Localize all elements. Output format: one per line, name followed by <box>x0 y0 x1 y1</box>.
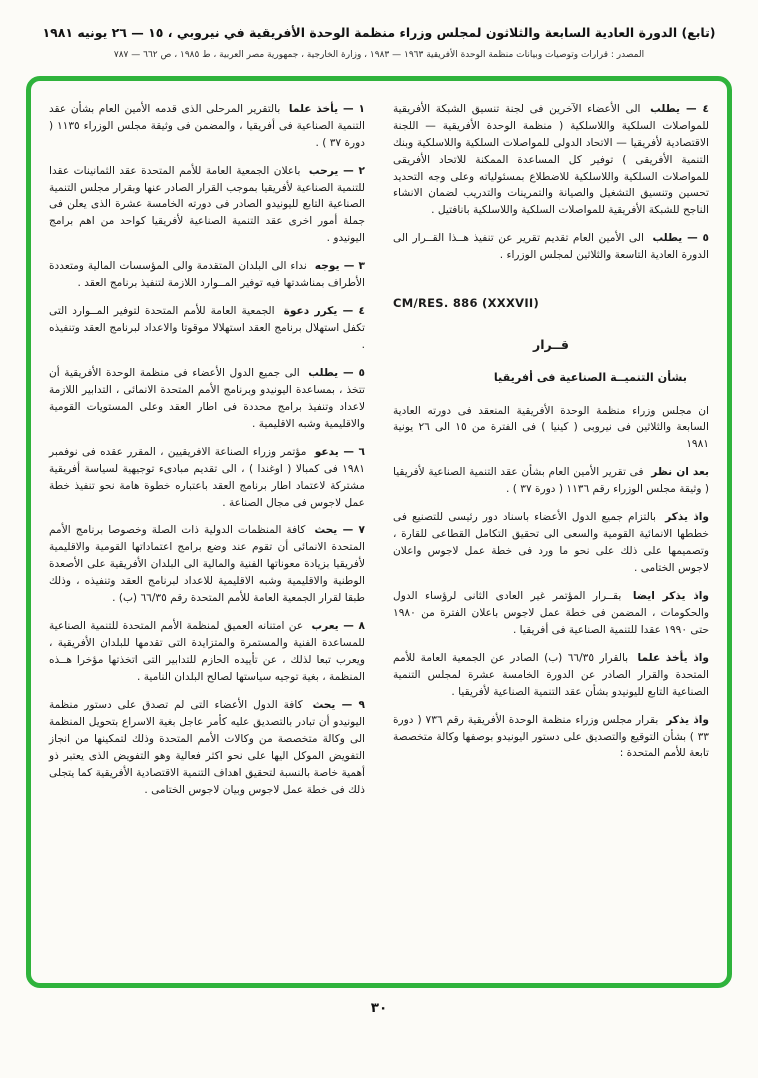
clause-text: عن امتنانه العميق لمنظمة الأمم المتحدة للتنمية الصناعية للمساعدة الفنية والمستمرة والمتزايدة التى تقدمها للبلدان الأفريقية ، ويعرب تبعا لذلك ، عن تأييده الحازم للتدابير التى اتخذتها مؤخرا هــذه المنظمة ، بغية توجيه سياستها لصالح البلدان النامية . <box>49 620 365 683</box>
clause-lead: ١ — يأخذ علما <box>288 102 365 115</box>
preamble-paragraph <box>393 464 709 498</box>
clause-lead: ٤ — يكرر دعوة <box>283 305 366 318</box>
preamble-lead: واذ يذكر <box>666 713 709 726</box>
left-column <box>49 101 365 810</box>
clause-lead: ٦ — يدعو <box>314 445 366 458</box>
right-column <box>393 101 709 774</box>
preamble-paragraph <box>393 650 709 701</box>
preamble-paragraph <box>393 712 709 763</box>
numbered-clause-9 <box>49 697 365 799</box>
numbered-clause-5 <box>49 365 365 433</box>
clause-text: الجمعية العامة للأمم المتحدة لتوفير المــوارد التى تكفل استهلال برنامج العقد استهلالا موقوتا والاعداد لبرنامج العقد وتنفيذه . <box>49 305 365 351</box>
source-line: المصدر : قرارات وتوصيات وبيانات منظمة الوحدة الأفريقية ١٩٦٣ — ١٩٨٣ ، وزارة الخارجية ، جمهورية مصر العربية ، ط ١٩٨٥ ، ص ٦٦٢ — ٧٨٧ <box>113 49 645 60</box>
preamble-text: بالتزام جميع الدول الأعضاء باسناد دور رئيسى للتصنيع فى خططها الانمائية القومية والسعى الى تحقيق التكامل القطاعى للقارة ، وتصميمها على ذلك على نحو ما ورد فى خطة عمل لاجوس واعلان لاجوس الختامى . <box>393 511 709 574</box>
operative-clause-5 <box>393 230 709 264</box>
preamble-text: بقرار مجلس وزراء منظمة الوحدة الأفريقية رقم ٧٣٦ ( دورة ٣٣ ) بشأن التوقيع والتصديق على دستور اليونيدو بوصفها وكالة متخصصة تابعة للأمم المتحدة : <box>393 713 709 760</box>
clause-lead: ٨ — يعرب <box>311 620 365 633</box>
page-title: (تابع) الدورة العادية السابعة والثلاثون لمجلس وزراء منظمة الوحدة الأفريقية في نيروبي ، ١٥ — ٢٦ يونيه ١٩٨١ <box>42 25 716 40</box>
clause-lead: ٣ — يوجه <box>314 260 366 273</box>
preamble-paragraph: ان مجلس وزراء منظمة الوحدة الأفريقية المنعقد فى دورته العادية السابعة والثلاثين فى نيروبى ( كينيا ) فى الفترة من ١٥ الى ٢٦ يونية ١٩٨١ <box>393 404 709 451</box>
preamble-text: بالقرار ٦٦/٣٥ (ب) الصادر عن الجمعية العامة للأمم المتحدة والقرار الصادر عن الدورة الخامسة عشرة لمجلس التنمية الصناعية التابع لليونيدو بشأن عقد التنمية الصناعية لأفريقيا . <box>393 651 709 698</box>
two-column-layout <box>49 101 709 810</box>
clause-text: كافة المنظمات الدولية ذات الصلة وخصوصا برنامج الأمم المتحدة الانمائى أن تقوم عند وضع برامج اعتماداتها القومية والاقليمية لأفريقيا بزيادة معوناتها الفنية والمالية الى البلدان الأفريقية على الأصعدة الوطنية والاقليمية وشبه الاقليمية للاعداد لبرنامج العقد وتنفيذه ، وذلك طبقا لقرار الجمعية العامة للأمم المتحدة رقم ٦٦/٣٥ (ب) . <box>49 524 365 605</box>
clause-text: كافة الدول الأعضاء التى لم تصدق على دستور منظمة اليونيدو أن تبادر بالتصديق عليه كأمر عاجل بغية الاسراع بتحويل المنظمة الى وكالة متخصصة من وكالات الأمم المتحدة وذلك لتمكينها من انجاز التفويض الموكل اليها على نحو اكثر فعالية وهو التفويض الذى يعتبر ذو أهمية خاصة بالنسبة لتحقيق اهداف التنمية الاقتصادية الأفريقية كما يتجلى ذلك فى خطة عمل لاجوس وبيان لاجوس الختامى . <box>49 698 365 796</box>
document-header <box>12 24 746 60</box>
numbered-clause-4 <box>49 303 365 354</box>
numbered-clause-8 <box>49 618 365 686</box>
numbered-clause-3 <box>49 258 365 292</box>
resolution-reference: CM/RES. 886 (XXXVII) <box>393 296 540 311</box>
preamble-lead: واذ يذكر <box>665 511 709 524</box>
preamble-lead: واذ يذكر ايضا <box>632 589 709 602</box>
clause-text: الى الأمين العام تقديم تقرير عن تنفيذ هــذا القــرار الى الدورة العادية التاسعة والثلاثين لمجلس الوزراء . <box>393 232 709 262</box>
operative-clause-4 <box>393 101 709 220</box>
clause-text: باعلان الجمعية العامة للأمم المتحدة عقد الثمانينات عقدا للتنمية الصناعية لأفريقيا بموجب القرار الصادر عنها وبقرار مجلس التنمية الصناعية التابع لليونيدو الصادر فى دورته الخامسة عشرة الذى يعلن فى جملة أمور اخرى عقد التنمية الصناعية لأفريقيا كواحد من اهم برامج اليونيدو . <box>49 164 365 245</box>
resolution-title: قــرار <box>533 336 569 352</box>
numbered-clause-2 <box>49 163 365 248</box>
numbered-clause-1 <box>49 101 365 152</box>
preamble-text: بقــرار المؤتمر غير العادى الثانى لرؤساء الدول والحكومات ، المضمن فى خطة عمل لاجوس باعلان الفترة من ١٩٨٠ حتى ١٩٩٠ عقدا للتنمية الصناعية فى أفريقيا . <box>393 589 709 636</box>
preamble-lead: بعد ان نظر <box>651 466 709 479</box>
clause-lead: ٢ — يرحب <box>308 164 366 177</box>
resolution-subtitle: بشأن التنميــة الصناعية فى أفريقيا <box>493 370 687 384</box>
clause-lead: ٩ — يحث <box>312 698 365 711</box>
clause-text: مؤتمر وزراء الصناعة الافريقيين ، المقرر عقده فى نوفمبر ١٩٨١ فى كمبالا ( اوغندا ) ، الى تقديم مبادىء توجيهية لسياسة أفريقية مشتركة لاعتماد اطار برنامج العقد باعتباره خطوة هامة نحو تنفيذ خطة عمل لاجوس فى مجال الصناعة . <box>49 445 365 509</box>
green-border-frame <box>26 76 732 988</box>
document-footer <box>12 1000 746 1016</box>
clause-lead: ٥ — يطلب <box>652 232 710 245</box>
clause-lead: ٥ — يطلب <box>308 366 365 379</box>
page-number: ٣٠ <box>370 999 388 1016</box>
preamble-lead: واذ يأخذ علما <box>637 651 709 664</box>
preamble-text: فى تقرير الأمين العام بشأن عقد التنمية الصناعية لأفريقيا ( وثيقة مجلس الوزراء رقم ١١٣٦ ( دورة ٣٧ ) . <box>393 466 709 496</box>
preamble-paragraph <box>393 588 709 639</box>
clause-lead: ٧ — يحث <box>314 524 365 537</box>
preamble-paragraph <box>393 509 709 577</box>
numbered-clause-7 <box>49 522 365 607</box>
clause-text: الى الأعضاء الآخرين فى لجنة تنسيق الشبكة الأفريقية للمواصلات السلكية واللاسلكية ( منظمة الوحدة الأفريقية — اللجنة الاقتصادية لأفريقيا — الاتحاد الدولى للمواصلات السلكية واللاسلكية وبنك التنمية الأفريقى ) توفير كل المساعدة الممكنة للاتحاد الأفريقى للمواصلات السلكية واللاسلكية للاضطلاع بمسئولياته وعلى وجه التحديد تحسين وتنسيق التشغيل والصيانة والتمرينات والتدريب لضمان الانشاء الناجح للشبكة الأفريقية للمواصلات السلكية واللاسلكية بانافتيل . <box>393 102 709 217</box>
clause-text: بالتقرير المرحلى الذى قدمه الأمين العام بشأن عقد التنمية الصناعية فى أفريقيا ، والمضمن فى وثيقة مجلس الوزراء ١١٣٥ ( دورة ٣٧ ) . <box>49 102 365 149</box>
numbered-clause-6 <box>49 444 365 512</box>
clause-text: نداء الى البلدان المتقدمة والى المؤسسات المالية ومتعددة الأطراف بمناشدتها فيه توفير المــوارد اللازمة لتنفيذ برنامج العقد . <box>49 260 365 290</box>
clause-lead: ٤ — يطلب <box>650 102 710 115</box>
clause-text: الى جميع الدول الأعضاء فى منظمة الوحدة الأفريقية أن تتخذ ، بمساعدة اليونيدو وبرنامج الأمم المتحدة الانمائى ، التدابير اللازمة لاعداد وتنفيذ برامج محددة فى اطار العقد وعلى المستويات القومية والاقليمية وشبه الاقليمية . <box>49 366 365 430</box>
